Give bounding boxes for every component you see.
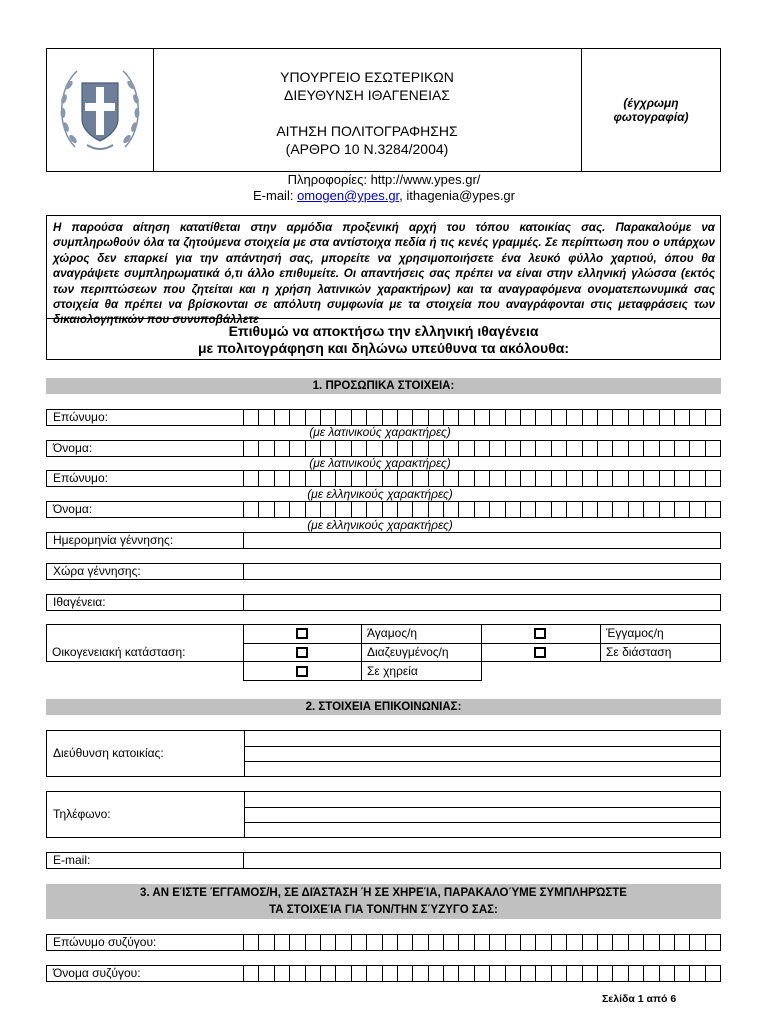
char-box[interactable]	[259, 410, 274, 425]
char-box[interactable]	[306, 935, 321, 950]
char-box[interactable]	[706, 935, 721, 950]
married-checkbox[interactable]	[534, 628, 546, 639]
char-box[interactable]	[660, 935, 675, 950]
char-box[interactable]	[613, 502, 628, 517]
char-box[interactable]	[536, 935, 551, 950]
char-box[interactable]	[259, 441, 274, 456]
char-box[interactable]	[459, 410, 474, 425]
char-box[interactable]	[444, 441, 459, 456]
char-box[interactable]	[367, 471, 382, 486]
form-title: ΑΙΤΗΣΗ ΠΟΛΙΤΟΓΡΑΦΗΣΗΣ	[276, 123, 458, 139]
char-box[interactable]	[398, 441, 413, 456]
divider	[243, 643, 721, 644]
char-box[interactable]	[244, 966, 259, 981]
char-box[interactable]	[583, 502, 598, 517]
char-box[interactable]	[444, 410, 459, 425]
char-box[interactable]	[321, 410, 336, 425]
char-box[interactable]	[413, 410, 428, 425]
char-box[interactable]	[552, 471, 567, 486]
char-box[interactable]	[521, 502, 536, 517]
char-box[interactable]	[598, 966, 613, 981]
section-3-header	[46, 884, 721, 919]
char-box[interactable]	[321, 441, 336, 456]
birth-date-label: Ημερομηνία γέννησης:	[47, 533, 244, 548]
email-link[interactable]: omogen@ypes.gr	[297, 188, 400, 203]
char-box[interactable]	[536, 966, 551, 981]
char-box[interactable]	[321, 966, 336, 981]
char-box[interactable]	[629, 966, 644, 981]
section-1-header: 1. ΠΡΟΣΩΠΙΚΑ ΣΤΟΙΧΕΙΑ:	[46, 378, 721, 394]
form-header	[46, 48, 721, 172]
char-box[interactable]	[706, 441, 721, 456]
char-box[interactable]	[290, 471, 305, 486]
char-box[interactable]	[290, 966, 305, 981]
birth-country-label: Χώρα γέννησης:	[47, 564, 244, 579]
name-latin-row[interactable]	[46, 440, 721, 457]
char-box[interactable]	[521, 935, 536, 950]
char-box[interactable]	[383, 966, 398, 981]
char-box[interactable]	[506, 502, 521, 517]
char-box[interactable]	[675, 410, 690, 425]
char-box[interactable]	[398, 935, 413, 950]
char-box[interactable]	[644, 410, 659, 425]
char-box[interactable]	[429, 502, 444, 517]
divider	[244, 746, 721, 747]
char-box[interactable]	[644, 441, 659, 456]
char-box[interactable]	[244, 441, 259, 456]
char-box[interactable]	[613, 410, 628, 425]
char-box[interactable]	[690, 410, 705, 425]
char-box[interactable]	[598, 935, 613, 950]
char-box[interactable]	[413, 502, 428, 517]
char-box[interactable]	[413, 471, 428, 486]
char-box[interactable]	[259, 935, 274, 950]
char-box[interactable]	[429, 966, 444, 981]
char-box[interactable]	[459, 966, 474, 981]
char-box[interactable]	[706, 966, 721, 981]
birth-country-row[interactable]	[46, 563, 721, 580]
email-other: , ithagenia@ypes.gr	[399, 188, 515, 203]
char-box[interactable]	[629, 935, 644, 950]
char-box[interactable]	[567, 935, 582, 950]
char-box[interactable]	[490, 966, 505, 981]
separated-checkbox[interactable]	[534, 647, 546, 658]
char-box[interactable]	[398, 471, 413, 486]
char-box[interactable]	[675, 441, 690, 456]
char-box[interactable]	[398, 502, 413, 517]
surname-latin-label: Επώνυμο:	[47, 410, 244, 425]
surname-latin-row[interactable]	[46, 409, 721, 426]
divider	[244, 807, 721, 808]
char-box[interactable]	[613, 966, 628, 981]
char-box[interactable]	[583, 966, 598, 981]
char-box[interactable]	[244, 502, 259, 517]
char-box[interactable]	[444, 471, 459, 486]
char-box[interactable]	[398, 966, 413, 981]
article-reference: (ΑΡΘΡΟ 10 Ν.3284/2004)	[285, 141, 449, 157]
section-2-header: 2. ΣΤΟΙΧΕΙΑ ΕΠΙΚΟΙΝΩΝΙΑΣ:	[46, 699, 721, 715]
char-box[interactable]	[336, 966, 351, 981]
char-box[interactable]	[490, 502, 505, 517]
char-box[interactable]	[367, 935, 382, 950]
char-boxes[interactable]	[244, 410, 721, 425]
char-box[interactable]	[275, 441, 290, 456]
char-box[interactable]	[306, 502, 321, 517]
char-box[interactable]	[660, 471, 675, 486]
char-box[interactable]	[690, 935, 705, 950]
char-box[interactable]	[444, 502, 459, 517]
divider	[47, 318, 720, 319]
char-box[interactable]	[552, 935, 567, 950]
divider	[244, 822, 721, 823]
char-box[interactable]	[675, 935, 690, 950]
instructions-text: Η παρούσα αίτηση κατατίθεται στην αρμόδια προξενική αρχή του τόπου κατοικίας σας. Παρακαλούμε να συμπληρωθούν όλα τα ζητούμενα στοιχεία με στα αντίστοιχα πεδία ή τις κενές γραμμές. Σε περίπτωση που ο υπάρχων χώρος δεν επαρκεί για την απάντησή σας, μπορείτε να χρησιμοποιήσετε ένα λευκό φύλλο χαρτιού, όπου θα αναγράψετε συμπληρωματικά ό,τι άλλο επιθυμείτε. Οι απαντήσεις σας πρέπει να είναι στην ελληνική γλώσσα (εκτός των περιπτώσεων που ζητείται και η χρήση λατινικών χαρακτήρων) και τα αναγραφόμενα ονοματεπωνυμικά σας στοιχεία θα πρέπει να βρίσκονται σε απόλυτη συμφωνία με τα στοιχεία που αναγράφονται στις μεταφράσεις των δικαιολογητικών που συνυποβάλλετε	[53, 221, 715, 327]
name-latin-label: Όνομα:	[47, 441, 244, 456]
declaration-line1: Επιθυμώ να αποκτήσω την ελληνική ιθαγένεια	[228, 323, 539, 339]
char-box[interactable]	[567, 441, 582, 456]
char-box[interactable]	[259, 502, 274, 517]
photo-line1: (έγχρωμη	[623, 96, 679, 110]
char-box[interactable]	[275, 410, 290, 425]
page-number: Σελίδα 1 από 6	[602, 993, 677, 1005]
char-box[interactable]	[352, 471, 367, 486]
divider	[361, 624, 362, 681]
photo-line2: φωτογραφία)	[613, 110, 689, 124]
char-box[interactable]	[336, 410, 351, 425]
char-box[interactable]	[583, 410, 598, 425]
char-boxes[interactable]	[244, 935, 721, 950]
hint-greek-1: (με ελληνικούς χαρακτήρες)	[307, 487, 453, 501]
char-box[interactable]	[459, 935, 474, 950]
char-box[interactable]	[459, 441, 474, 456]
char-box[interactable]	[429, 935, 444, 950]
surname-greek-row[interactable]	[46, 470, 721, 487]
char-box[interactable]	[521, 471, 536, 486]
char-box[interactable]	[336, 441, 351, 456]
instructions-box	[46, 215, 721, 360]
declaration-line2: με πολιτογράφηση και δηλώνω υπεύθυνα τα ακόλουθα:	[197, 340, 570, 356]
char-box[interactable]	[413, 966, 428, 981]
char-box[interactable]	[275, 935, 290, 950]
spouse-name-label: Όνομα συζύγου:	[47, 966, 244, 981]
char-box[interactable]	[244, 410, 259, 425]
char-box[interactable]	[429, 410, 444, 425]
char-box[interactable]	[506, 935, 521, 950]
char-box[interactable]	[490, 410, 505, 425]
char-box[interactable]	[383, 471, 398, 486]
nationality-row[interactable]	[46, 594, 721, 611]
char-box[interactable]	[383, 410, 398, 425]
greek-coat-of-arms-icon	[47, 49, 153, 171]
char-box[interactable]	[706, 502, 721, 517]
address-field[interactable]	[46, 730, 721, 777]
char-box[interactable]	[629, 441, 644, 456]
char-box[interactable]	[536, 502, 551, 517]
char-box[interactable]	[336, 935, 351, 950]
separated-label: Σε διάσταση	[606, 645, 672, 659]
char-box[interactable]	[583, 441, 598, 456]
char-box[interactable]	[383, 441, 398, 456]
char-box[interactable]	[536, 441, 551, 456]
married-label: Έγγαμος/η	[606, 626, 664, 640]
char-box[interactable]	[506, 966, 521, 981]
char-box[interactable]	[583, 935, 598, 950]
info-line	[0, 172, 768, 188]
char-box[interactable]	[644, 966, 659, 981]
char-box[interactable]	[629, 410, 644, 425]
char-box[interactable]	[552, 441, 567, 456]
char-box[interactable]	[352, 502, 367, 517]
char-box[interactable]	[629, 502, 644, 517]
divorced-checkbox[interactable]	[296, 647, 308, 658]
char-box[interactable]	[444, 966, 459, 981]
char-box[interactable]	[690, 502, 705, 517]
single-label: Άγαμος/η	[367, 626, 418, 640]
char-box[interactable]	[660, 502, 675, 517]
char-box[interactable]	[598, 471, 613, 486]
char-box[interactable]	[567, 966, 582, 981]
char-box[interactable]	[352, 935, 367, 950]
char-box[interactable]	[259, 471, 274, 486]
char-box[interactable]	[367, 502, 382, 517]
char-box[interactable]	[290, 935, 305, 950]
char-box[interactable]	[506, 410, 521, 425]
hint-latin-2: (με λατινικούς χαρακτήρες)	[309, 456, 451, 470]
name-greek-label: Όνομα:	[47, 502, 244, 517]
photo-placeholder	[582, 49, 720, 171]
birth-date-row[interactable]	[46, 532, 721, 549]
char-box[interactable]	[367, 441, 382, 456]
address-label: Διεύθυνση κατοικίας:	[53, 746, 164, 760]
surname-greek-label: Επώνυμο:	[47, 471, 244, 486]
char-box[interactable]	[598, 410, 613, 425]
char-box[interactable]	[675, 966, 690, 981]
widowed-label: Σε χηρεία	[367, 664, 418, 678]
hint-greek-2: (με ελληνικούς χαρακτήρες)	[307, 518, 453, 532]
char-box[interactable]	[367, 410, 382, 425]
directorate-title: ΔΙΕΥΘΥΝΣΗ ΙΘΑΓΕΝΕΙΑΣ	[284, 87, 450, 103]
char-box[interactable]	[690, 966, 705, 981]
header-titles	[153, 49, 582, 171]
char-box[interactable]	[521, 410, 536, 425]
char-box[interactable]	[706, 471, 721, 486]
char-box[interactable]	[521, 441, 536, 456]
char-box[interactable]	[321, 471, 336, 486]
char-box[interactable]	[613, 935, 628, 950]
widowed-frame	[243, 661, 482, 681]
char-box[interactable]	[413, 441, 428, 456]
char-box[interactable]	[598, 502, 613, 517]
char-box[interactable]	[290, 502, 305, 517]
char-box[interactable]	[306, 410, 321, 425]
char-box[interactable]	[352, 966, 367, 981]
char-box[interactable]	[475, 935, 490, 950]
char-box[interactable]	[475, 471, 490, 486]
char-box[interactable]	[506, 441, 521, 456]
phone-label: Τηλέφωνο:	[53, 807, 111, 821]
char-box[interactable]	[690, 441, 705, 456]
char-box[interactable]	[444, 935, 459, 950]
char-box[interactable]	[459, 471, 474, 486]
char-box[interactable]	[613, 471, 628, 486]
divider	[244, 731, 245, 776]
nationality-label: Ιθαγένεια:	[47, 595, 244, 610]
widowed-checkbox[interactable]	[296, 666, 308, 677]
char-box[interactable]	[290, 410, 305, 425]
char-box[interactable]	[275, 471, 290, 486]
char-box[interactable]	[398, 410, 413, 425]
char-box[interactable]	[660, 966, 675, 981]
char-box[interactable]	[536, 471, 551, 486]
char-box[interactable]	[490, 471, 505, 486]
char-box[interactable]	[413, 935, 428, 950]
char-box[interactable]	[552, 502, 567, 517]
char-box[interactable]	[321, 935, 336, 950]
char-box[interactable]	[690, 471, 705, 486]
char-box[interactable]	[475, 441, 490, 456]
greek-emblem	[47, 49, 154, 171]
char-box[interactable]	[383, 935, 398, 950]
spouse-surname-row[interactable]	[46, 934, 721, 951]
char-box[interactable]	[490, 935, 505, 950]
char-box[interactable]	[475, 966, 490, 981]
divider	[244, 792, 245, 837]
spouse-name-row[interactable]	[46, 965, 721, 982]
char-box[interactable]	[552, 410, 567, 425]
phone-field[interactable]	[46, 791, 721, 838]
char-box[interactable]	[660, 441, 675, 456]
section-3-title-line1: 3. ΑΝ ΕΊΣΤΕ ΈΓΓΑΜΟΣ/Η, ΣΕ ΔΙΆΣΤΑΣΗ Ή ΣΕ ΧΗΡΕΊΑ, ΠΑΡΑΚΑΛΟΎΜΕ ΣΥΜΠΛΗΡΏΣΤΕ	[140, 887, 627, 899]
name-greek-row[interactable]	[46, 501, 721, 518]
char-box[interactable]	[306, 441, 321, 456]
char-box[interactable]	[552, 966, 567, 981]
char-box[interactable]	[475, 410, 490, 425]
char-box[interactable]	[336, 502, 351, 517]
char-boxes[interactable]	[244, 502, 721, 517]
char-box[interactable]	[306, 966, 321, 981]
char-box[interactable]	[521, 966, 536, 981]
email-field-label: E-mail:	[47, 853, 244, 868]
char-box[interactable]	[244, 935, 259, 950]
char-box[interactable]	[475, 502, 490, 517]
char-box[interactable]	[259, 966, 274, 981]
email-label: E-mail:	[253, 188, 294, 203]
char-box[interactable]	[506, 471, 521, 486]
char-box[interactable]	[567, 471, 582, 486]
char-box[interactable]	[706, 410, 721, 425]
divider	[244, 761, 721, 762]
char-box[interactable]	[629, 471, 644, 486]
char-box[interactable]	[321, 502, 336, 517]
email-line	[0, 188, 768, 204]
char-box[interactable]	[660, 410, 675, 425]
char-box[interactable]	[383, 502, 398, 517]
ministry-title: ΥΠΟΥΡΓΕΙΟ ΕΣΩΤΕΡΙΚΩΝ	[280, 69, 454, 85]
spouse-surname-label: Επώνυμο συζύγου:	[47, 935, 244, 950]
char-box[interactable]	[459, 502, 474, 517]
marital-status-table	[46, 624, 721, 681]
char-boxes[interactable]	[244, 471, 721, 486]
section-3-title-line2: ΤΑ ΣΤΟΙΧΕΊΑ ΓΙΑ ΤΟΝ/ΤΗΝ ΣΎΖΥΓΟ ΣΑΣ:	[269, 904, 498, 916]
char-box[interactable]	[367, 966, 382, 981]
char-box[interactable]	[352, 441, 367, 456]
char-box[interactable]	[644, 502, 659, 517]
char-box[interactable]	[306, 471, 321, 486]
hint-latin-1: (με λατινικούς χαρακτήρες)	[309, 425, 451, 439]
char-box[interactable]	[644, 471, 659, 486]
char-box[interactable]	[352, 410, 367, 425]
char-box[interactable]	[429, 441, 444, 456]
char-box[interactable]	[613, 441, 628, 456]
char-box[interactable]	[490, 441, 505, 456]
info-label: Πληροφορίες:	[287, 172, 367, 187]
declaration	[47, 323, 720, 357]
char-boxes[interactable]	[244, 441, 721, 456]
char-box[interactable]	[536, 410, 551, 425]
char-box[interactable]	[675, 471, 690, 486]
char-box[interactable]	[598, 441, 613, 456]
char-box[interactable]	[567, 502, 582, 517]
char-box[interactable]	[244, 471, 259, 486]
char-box[interactable]	[583, 471, 598, 486]
char-box[interactable]	[336, 471, 351, 486]
char-boxes[interactable]	[244, 966, 721, 981]
info-url: http://www.ypes.gr/	[370, 172, 481, 187]
single-checkbox[interactable]	[296, 628, 308, 639]
char-box[interactable]	[567, 410, 582, 425]
char-box[interactable]	[644, 935, 659, 950]
char-box[interactable]	[275, 966, 290, 981]
char-box[interactable]	[275, 502, 290, 517]
marital-label: Οικογενειακή κατάσταση:	[52, 645, 186, 659]
char-box[interactable]	[675, 502, 690, 517]
char-box[interactable]	[290, 441, 305, 456]
email-row[interactable]	[46, 852, 721, 869]
char-box[interactable]	[429, 471, 444, 486]
divorced-label: Διαζευγμένος/η	[367, 645, 449, 659]
